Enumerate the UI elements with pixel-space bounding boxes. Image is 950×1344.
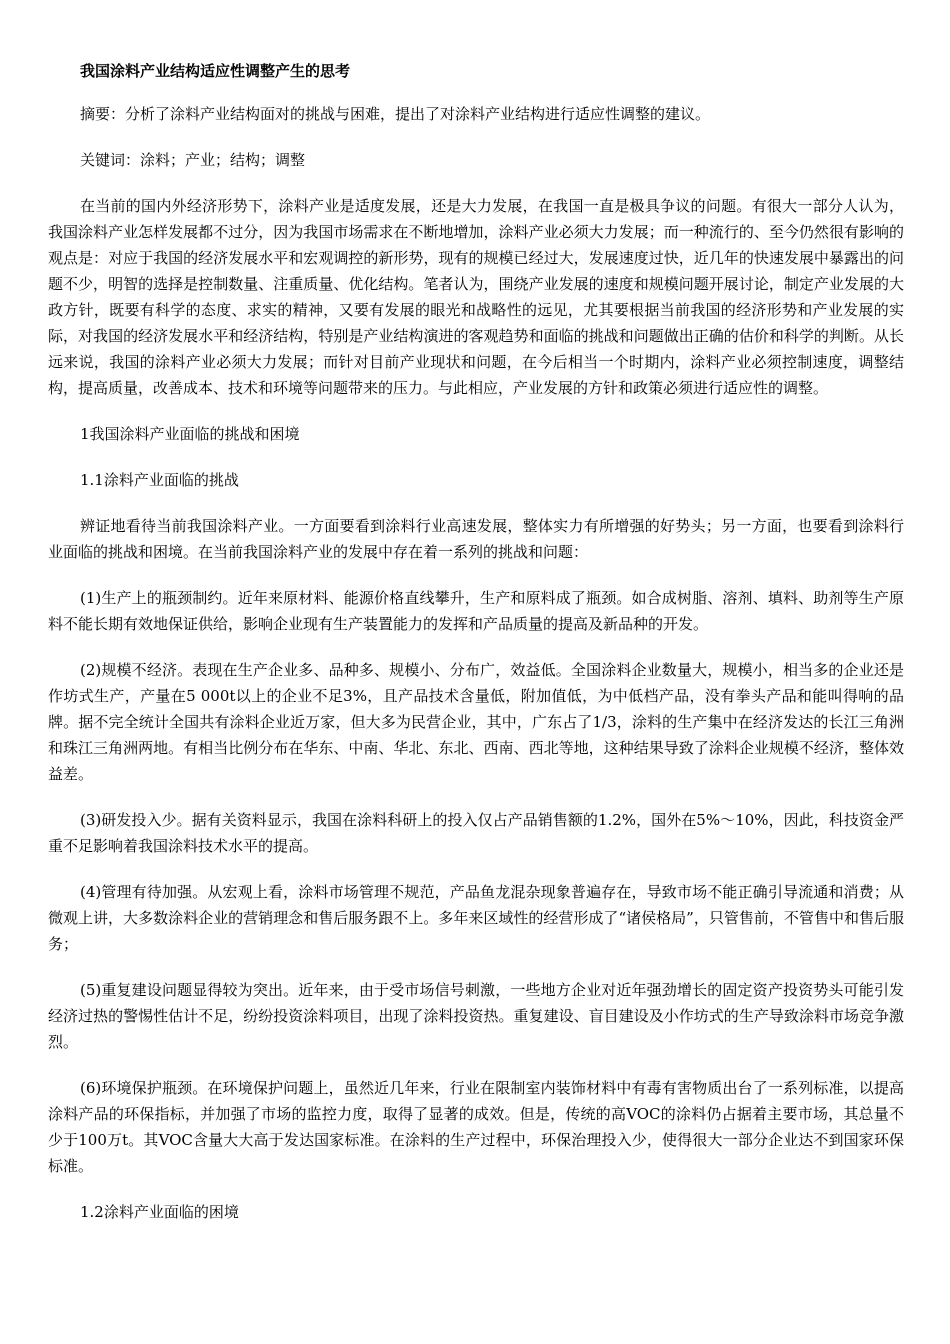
challenge-item-2: (2)规模不经济。表现在生产企业多、品种多、规模小、分布广，效益低。全国涂料企业数量大，规模小，相当多的企业还是作坊式生产，产量在5 000t以上的企业不足3%，且产品技术含量低，附加值低，为中低档产品，没有拳头产品和能叫得响的品牌。据不完全统计全国共有涂料企业近万家，但大多为民营企业，其中，广东占了1/3，涂料的生产集中在经济发达的长江三角洲和珠江三角洲两地。有相当比例分布在华东、中南、华北、东北、西南、西北等地，这种结果导致了涂料企业规模不经济，整体效益差。	[48, 661, 904, 783]
document-title: 我国涂料产业结构适应性调整产生的思考	[80, 62, 351, 80]
challenge-item-5: (5)重复建设问题显得较为突出。近年来，由于受市场信号刺激，一些地方企业对近年强劲增长的固定资产投资势头可能引发经济过热的警惕性估计不足，纷纷投资涂料项目，出现了涂料投资热。重复建设、盲目建设及小作坊式的生产导致涂料市场竞争激烈。	[48, 981, 904, 1051]
challenge-item-6: (6)环境保护瓶颈。在环境保护问题上，虽然近几年来，行业在限制室内装饰材料中有毒有害物质出台了一系列标准，以提高涂料产品的环保指标，并加强了市场的监控力度，取得了显著的成效。但是，传统的高VOC的涂料仍占据着主要市场，其总量不少于100万t。其VOC含量大大高于发达国家标准。在涂料的生产过程中，环保治理投入少，使得很大一部分企业达不到国家环保标准。	[48, 1079, 904, 1175]
document-page	[48, 58, 904, 1245]
abstract-paragraph: 摘要：分析了涂料产业结构面对的挑战与困难，提出了对涂料产业结构进行适应性调整的建议。	[80, 105, 711, 123]
section-heading-1-2: 1.2涂料产业面临的困境	[80, 1203, 239, 1221]
challenge-item-4: (4)管理有待加强。从宏观上看，涂料市场管理不规范，产品鱼龙混杂现象普遍存在，导致市场不能正确引导流通和消费；从微观上讲，大多数涂料企业的营销理念和售后服务跟不上。多年来区域性的经营形成了“诸侯格局”，只管售前，不管售中和售后服务；	[48, 883, 904, 953]
section-heading-1: 1我国涂料产业面临的挑战和困境	[80, 425, 300, 443]
keywords-paragraph: 关键词：涂料；产业；结构；调整	[80, 151, 306, 169]
challenge-item-1: (1)生产上的瓶颈制约。近年来原材料、能源价格直线攀升，生产和原料成了瓶颈。如合成树脂、溶剂、填料、助剂等生产原料不能长期有效地保证供给，影响企业现有生产装置能力的发挥和产品质量的提高及新品种的开发。	[48, 589, 904, 633]
intro-paragraph: 在当前的国内外经济形势下，涂料产业是适度发展，还是大力发展，在我国一直是极具争议的问题。有很大一部分人认为，我国涂料产业怎样发展都不过分，因为我国市场需求在不断地增加，涂料产业必须大力发展；而一种流行的、至今仍然很有影响的观点是：对应于我国的经济发展水平和宏观调控的新形势，现有的规模已经过大，发展速度过快，近几年的快速发展中暴露出的问题不少，明智的选择是控制数量、注重质量、优化结构。笔者认为，围绕产业发展的速度和规模问题开展讨论，制定产业发展的大政方针，既要有科学的态度、求实的精神，又要有发展的眼光和战略性的远见，尤其要根据当前我国的经济形势和产业发展的实际，对我国的经济发展水平和经济结构，特别是产业结构演进的客观趋势和面临的挑战和问题做出正确的估价和科学的判断。从长远来说，我国的涂料产业必须大力发展；而针对目前产业现状和问题，在今后相当一个时期内，涂料产业必须控制速度，调整结构，提高质量，改善成本、技术和环境等问题带来的压力。与此相应，产业发展的方针和政策必须进行适应性的调整。	[48, 197, 904, 397]
dialectic-paragraph: 辨证地看待当前我国涂料产业。一方面要看到涂料行业高速发展，整体实力有所增强的好势头；另一方面，也要看到涂料行业面临的挑战和困境。在当前我国涂料产业的发展中存在着一系列的挑战和问题：	[48, 517, 904, 561]
challenge-item-3: (3)研发投入少。据有关资料显示，我国在涂料科研上的投入仅占产品销售额的1.2%，国外在5%～10%，因此，科技资金严重不足影响着我国涂料技术水平的提高。	[48, 811, 904, 855]
section-heading-1-1: 1.1涂料产业面临的挑战	[80, 471, 239, 489]
